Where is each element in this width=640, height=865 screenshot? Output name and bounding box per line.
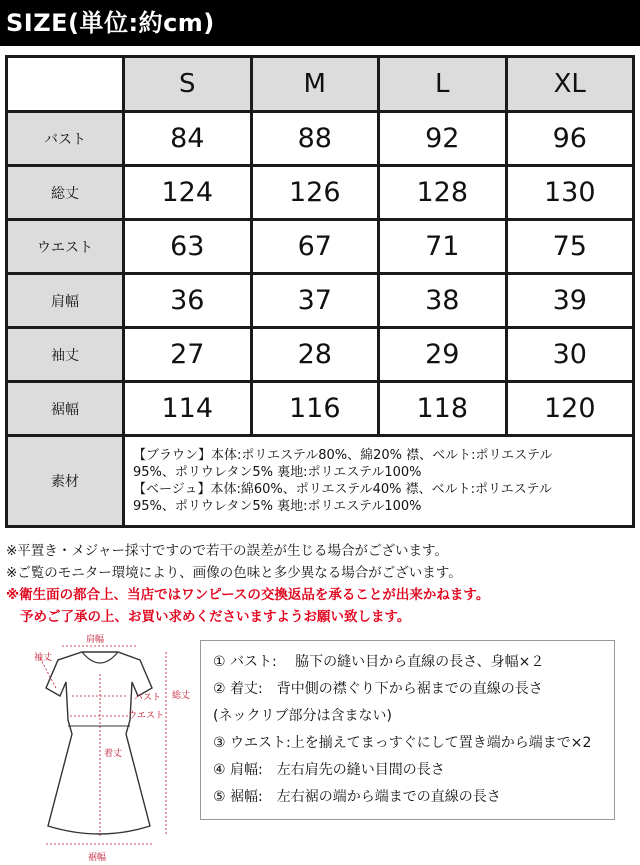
diagram-label-sleeve: 袖丈 [34,653,53,663]
size-xl: XL [508,58,633,110]
value-cell: 114 [125,383,250,434]
diagram-label-waist: ウエスト [128,711,165,721]
diagram-label-shoulder: 肩幅 [86,635,105,645]
diagram-label-hem: 裾幅 [88,853,107,863]
size-l: L [380,58,505,110]
measure-line: ③ ウエスト:上を揃えてまっすぐにして置き端から端まで×2 [213,735,592,751]
value-cell: 63 [125,221,250,272]
value-cell: 118 [380,383,505,434]
corner-cell [8,58,122,110]
row-label: 総丈 [8,167,122,218]
material-line: 95%、ポリウレタン5% 裏地:ポリエステル100% [133,465,422,480]
value-cell: 96 [508,113,633,164]
value-cell: 27 [125,329,250,380]
size-table [5,55,635,528]
note-line: ※ご覧のモニター環境により、画像の色味と多少異なる場合がございます。 [6,565,462,581]
value-cell: 120 [508,383,633,434]
notes [6,540,634,628]
value-cell: 128 [380,167,505,218]
material-line: 【ブラウン】本体:ポリエステル80%、綿20% 襟、ベルト:ポリエステル [133,448,553,463]
value-cell: 124 [125,167,250,218]
measure-line: (ネックリブ部分は含まない) [213,708,392,724]
measure-line: ② 着丈: 背中側の襟ぐり下から裾までの直線の長さ [213,681,543,697]
value-cell: 130 [508,167,633,218]
diagram-label-total-length: 総丈 [172,691,191,701]
dress-diagram [0,630,200,865]
measurement-guide [200,640,615,820]
row-waist [8,221,632,272]
value-cell: 88 [253,113,378,164]
value-cell: 37 [253,275,378,326]
material-cell [125,437,632,525]
value-cell: 75 [508,221,633,272]
size-header-row [8,58,632,110]
dress-outline-icon [0,630,200,865]
value-cell: 39 [508,275,633,326]
row-label: 袖丈 [8,329,122,380]
measure-line: ① バスト: 脇下の縫い目から直線の長さ、身幅×２ [213,654,545,670]
row-label: 素材 [8,437,122,525]
diagram-label-bust: バスト [134,693,162,703]
value-cell: 71 [380,221,505,272]
value-cell: 116 [253,383,378,434]
row-label: バスト [8,113,122,164]
value-cell: 30 [508,329,633,380]
value-cell: 126 [253,167,378,218]
row-label: 肩幅 [8,275,122,326]
value-cell: 36 [125,275,250,326]
size-s: S [125,58,250,110]
row-shoulder [8,275,632,326]
row-sleeve [8,329,632,380]
measure-line: ④ 肩幅: 左右肩先の縫い目間の長さ [213,762,445,778]
value-cell: 84 [125,113,250,164]
note-line-warning: ※衛生面の都合上、当店ではワンピースの交換返品を承ることが出来かねます。 [6,587,490,603]
size-m: M [253,58,378,110]
row-hem [8,383,632,434]
diagram-label-length: 着丈 [104,749,123,759]
value-cell: 29 [380,329,505,380]
note-line-warning: 予めご了承の上、お買い求めくださいますようお願い致します。 [20,609,411,625]
size-header: SIZE(単位:約cm) [0,0,640,46]
row-label: ウエスト [8,221,122,272]
row-total-length [8,167,632,218]
material-line: 【ベージュ】本体:綿60%、ポリエステル40% 襟、ベルト:ポリエステル [133,482,552,497]
row-material [8,437,632,525]
note-line: ※平置き・メジャー採寸ですので若干の誤差が生じる場合がございます。 [6,543,448,559]
value-cell: 92 [380,113,505,164]
material-line: 95%、ポリウレタン5% 裏地:ポリエステル100% [133,499,422,514]
value-cell: 28 [253,329,378,380]
value-cell: 67 [253,221,378,272]
row-bust [8,113,632,164]
measure-line: ⑤ 裾幅: 左右裾の端から端までの直線の長さ [213,789,501,805]
value-cell: 38 [380,275,505,326]
row-label: 裾幅 [8,383,122,434]
